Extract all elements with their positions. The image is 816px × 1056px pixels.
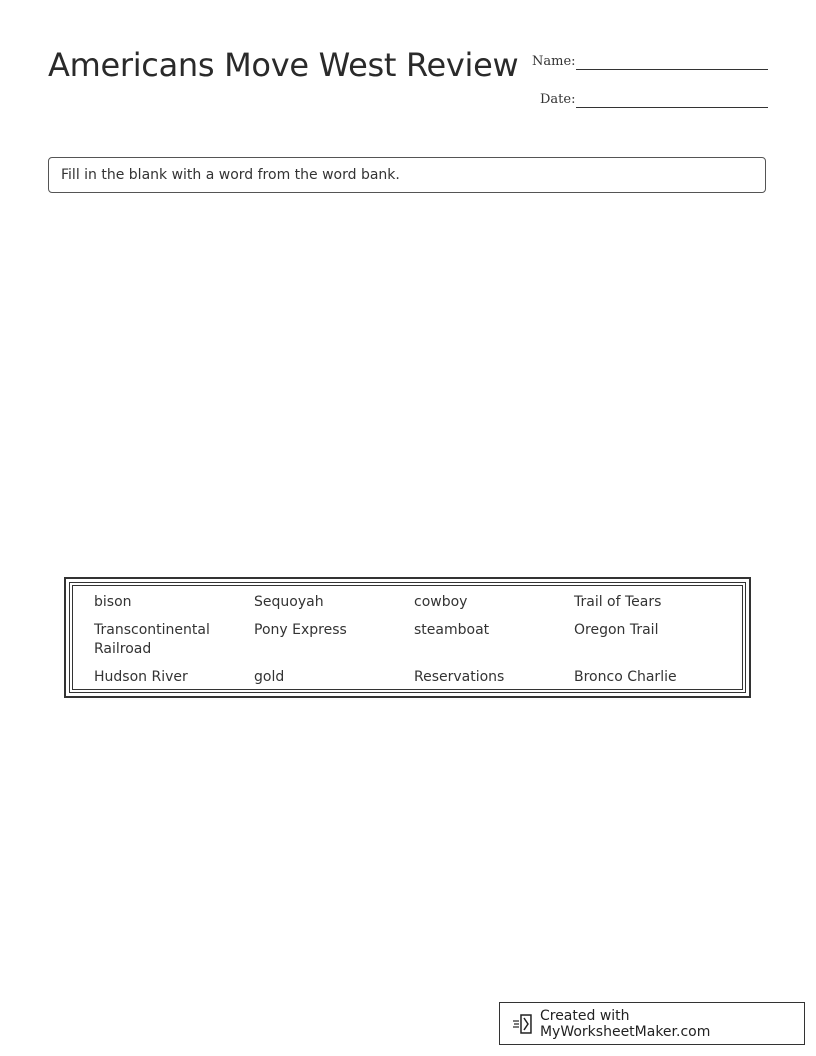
word-bank-item: Reservations	[414, 669, 505, 685]
word-bank-grid	[94, 593, 734, 687]
word-bank-inner-border	[69, 582, 746, 693]
word-bank-item: Trail of Tears	[574, 594, 662, 610]
name-field[interactable]	[532, 50, 768, 74]
word-bank	[64, 577, 751, 698]
footer-badge[interactable]	[499, 1002, 805, 1045]
word-bank-item: steamboat	[414, 622, 490, 638]
worksheet-title: Americans Move West Review	[48, 46, 519, 84]
word-bank-item: Hudson River	[94, 669, 188, 685]
word-bank-item: Oregon Trail	[574, 622, 659, 638]
word-bank-item: Transcontinental Railroad	[94, 622, 210, 657]
date-label: Date:	[540, 92, 576, 107]
word-bank-item: gold	[254, 669, 285, 685]
word-bank-item: bison	[94, 594, 132, 610]
date-field[interactable]	[532, 88, 768, 112]
name-line[interactable]	[576, 69, 768, 70]
word-bank-item: Sequoyah	[254, 594, 324, 610]
word-bank-item: Pony Express	[254, 622, 347, 638]
word-bank-item: cowboy	[414, 594, 468, 610]
date-line[interactable]	[576, 107, 768, 108]
name-label: Name:	[532, 54, 576, 69]
worksheet-maker-logo-icon	[512, 1013, 534, 1035]
word-bank-item: Bronco Charlie	[574, 669, 677, 685]
instructions-text: Fill in the blank with a word from the word bank.	[61, 167, 400, 183]
footer-text: Created with MyWorksheetMaker.com	[539, 1007, 711, 1040]
instructions-box	[48, 157, 766, 193]
